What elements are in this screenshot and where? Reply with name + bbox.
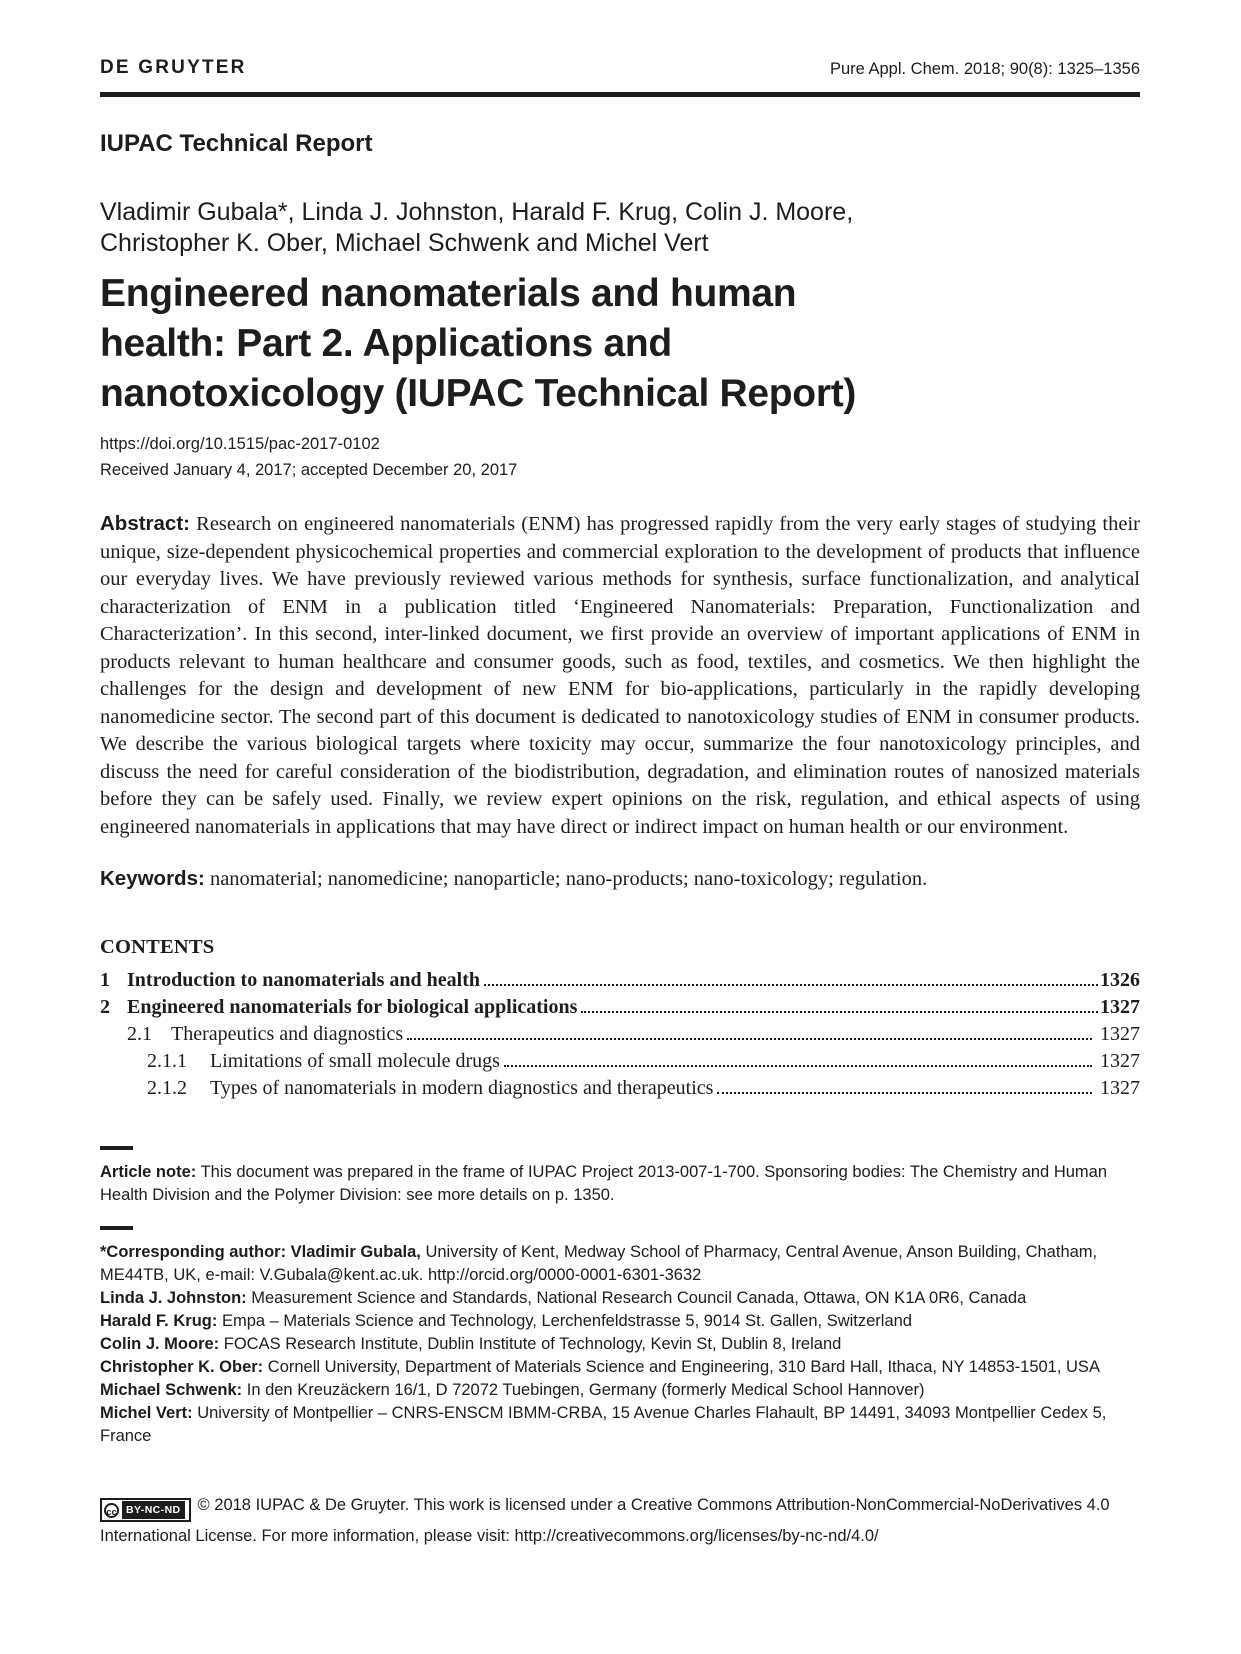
article-note-label: Article note:: [100, 1162, 197, 1181]
affiliation-text: FOCAS Research Institute, Dublin Institute of Technology, Kevin St, Dublin 8, Ireland: [223, 1334, 842, 1353]
toc-entry[interactable]: [100, 994, 1140, 1021]
toc-entry-label: Engineered nanomaterials for biological applications: [127, 995, 578, 1018]
abstract-text: Research on engineered nanomaterials (ENM) has progressed rapidly from the very early stages of studying their unique, size-dependent physicochemical properties and commercial exploration to the development of products that influence our everyday lives. We have previously reviewed various methods for synthesis, surface functionalization, and analytical characterization of ENM in a publication titled ‘Engineered Nanomaterials: Preparation, Functionalization and Characterization’. In this second, inter-linked document, we first provide an overview of important applications of ENM in products relevant to human healthcare and consumer goods, such as food, textiles, and cosmetics. We then highlight the challenges for the design and development of new ENM for bio-applications, particularly in the rapidly developing nanomedicine sector. The second part of this document is dedicated to nanotoxicology studies of ENM in consumer products. We describe the various biological targets where toxicity may occur, summarize the four nanotoxicology principles, and discuss the need for careful consideration of the biodistribution, degradation, and elimination routes of nanosized materials before they can be safely used. Finally, we review expert opinions on the risk, regulation, and ethical aspects of using engineered nanomaterials in applications that may have direct or indirect impact on human health or our environment.: [100, 513, 1140, 838]
license-text: © 2018 IUPAC & De Gruyter. This work is licensed under a Creative Commons Attribution-NonCommercial-NoDerivatives 4.0 International License. For more information, please visit: http://creativecommons.org/licenses/by-nc-nd/4.0/: [100, 1495, 1110, 1545]
affiliation-text: University of Kent, Medway School of Pharmacy, Central Avenue, Anson Building, Chatham, ME44TB, UK, e-mail: V.Gubala@kent.ac.uk. http://orcid.org/0000-0001-6301-3632: [100, 1242, 1098, 1284]
toc-entry-label: Types of nanomaterials in modern diagnostics and therapeutics: [210, 1076, 714, 1099]
title-line-2: health: Part 2. Applications and: [100, 322, 672, 365]
affiliation-entry: [100, 1333, 1140, 1356]
toc-entry-label: Limitations of small molecule drugs: [210, 1049, 500, 1072]
publisher-logo: DE GRUYTER: [100, 57, 247, 78]
article-meta: [100, 432, 1140, 483]
toc-entry-page: 1327: [1100, 1049, 1140, 1072]
affiliation-label: *Corresponding author: Vladimir Gubala,: [100, 1242, 421, 1261]
toc-entry-label: Therapeutics and diagnostics: [171, 1022, 404, 1045]
affiliations-rule: [100, 1226, 133, 1230]
toc-dot-leader: [407, 1038, 1092, 1040]
article-note-text: This document was prepared in the frame of IUPAC Project 2013-007-1-700. Sponsoring bodies: The Chemistry and Human Health Division and the Polymer Division: see more details on p. 1350.: [100, 1162, 1108, 1204]
affiliation-label: Christopher K. Ober:: [100, 1357, 264, 1376]
received-accepted-dates: Received January 4, 2017; accepted December 20, 2017: [100, 460, 518, 479]
toc-dot-leader: [581, 1011, 1098, 1013]
authors-line-2: Christopher K. Ober, Michael Schwenk and Michel Vert: [100, 229, 709, 257]
toc-dot-leader: [717, 1092, 1092, 1094]
affiliation-text: Empa – Materials Science and Technology, Lerchenfeldstrasse 5, 9014 St. Gallen, Switzerland: [221, 1311, 912, 1330]
toc-entry[interactable]: [100, 967, 1140, 994]
toc-entry-number: 2: [100, 995, 110, 1018]
table-of-contents: [100, 967, 1140, 1102]
affiliation-label: Linda J. Johnston:: [100, 1288, 247, 1307]
affiliation-entry: [100, 1310, 1140, 1333]
affiliation-text: Measurement Science and Standards, National Research Council Canada, Ottawa, ON K1A 0R6, Canada: [251, 1288, 1027, 1307]
affiliations-block: [100, 1241, 1140, 1448]
authors-line-1: Vladimir Gubala*, Linda J. Johnston, Harald F. Krug, Colin J. Moore,: [100, 198, 854, 226]
title-line-1: Engineered nanomaterials and human: [100, 272, 797, 315]
article-note: [100, 1161, 1140, 1207]
affiliation-text: In den Kreuzäckern 16/1, D 72072 Tuebingen, Germany (formerly Medical School Hannover): [246, 1380, 925, 1399]
cc-icon: cc: [104, 1503, 119, 1518]
journal-citation: Pure Appl. Chem. 2018; 90(8): 1325–1356: [829, 60, 1140, 78]
cc-by-nc-nd-badge: [100, 1498, 191, 1522]
toc-entry-number: 2.1.1: [147, 1049, 187, 1072]
contents-heading: CONTENTS: [100, 935, 215, 958]
toc-entry-number: 2.1: [127, 1022, 152, 1045]
abstract-label: Abstract:: [100, 512, 190, 535]
affiliation-label: Michel Vert:: [100, 1403, 193, 1422]
keywords-paragraph: [100, 865, 1140, 894]
toc-entry-number: 2.1.2: [147, 1076, 187, 1099]
doi-link[interactable]: https://doi.org/10.1515/pac-2017-0102: [100, 435, 380, 453]
toc-entry-page: 1326: [1100, 968, 1140, 991]
title-line-3: nanotoxicology (IUPAC Technical Report): [100, 372, 857, 415]
affiliation-entry: [100, 1241, 1140, 1287]
toc-entry[interactable]: [100, 1021, 1140, 1048]
toc-entry-number: 1: [100, 968, 110, 991]
toc-dot-leader: [484, 984, 1098, 986]
affiliation-entry: [100, 1356, 1140, 1379]
author-list: [100, 197, 1140, 259]
article-title: [100, 269, 1140, 419]
toc-entry-page: 1327: [1100, 1076, 1140, 1099]
abstract-paragraph: [100, 510, 1140, 841]
cc-license-type-label: BY-NC-ND: [122, 1501, 185, 1519]
affiliation-label: Colin J. Moore:: [100, 1334, 220, 1353]
toc-entry[interactable]: [100, 1075, 1140, 1102]
keywords-text: nanomaterial; nanomedicine; nanoparticle; nano-products; nano-toxicology; regulation.: [209, 868, 928, 890]
affiliation-entry: [100, 1287, 1140, 1310]
affiliation-text: Cornell University, Department of Materials Science and Engineering, 310 Bard Hall, Ithaca, NY 14853-1501, USA: [267, 1357, 1100, 1376]
header-rule: [100, 92, 1140, 97]
license-block: [100, 1491, 1140, 1552]
toc-dot-leader: [504, 1065, 1092, 1067]
toc-entry-page: 1327: [1100, 995, 1140, 1018]
report-type-heading: IUPAC Technical Report: [100, 130, 373, 157]
toc-entry-page: 1327: [1100, 1022, 1140, 1045]
footnote-rule: [100, 1146, 133, 1150]
keywords-label: Keywords:: [100, 867, 205, 890]
affiliation-entry: [100, 1379, 1140, 1402]
toc-entry[interactable]: [100, 1048, 1140, 1075]
affiliation-label: Harald F. Krug:: [100, 1311, 218, 1330]
toc-entry-label: Introduction to nanomaterials and health: [127, 968, 481, 991]
affiliation-label: Michael Schwenk:: [100, 1380, 243, 1399]
affiliation-entry: [100, 1402, 1140, 1448]
affiliation-text: University of Montpellier – CNRS-ENSCM IBMM-CRBA, 15 Avenue Charles Flahault, BP 14491, 34093 Montpellier Cedex 5, France: [100, 1403, 1107, 1445]
page-header: [100, 57, 1140, 79]
